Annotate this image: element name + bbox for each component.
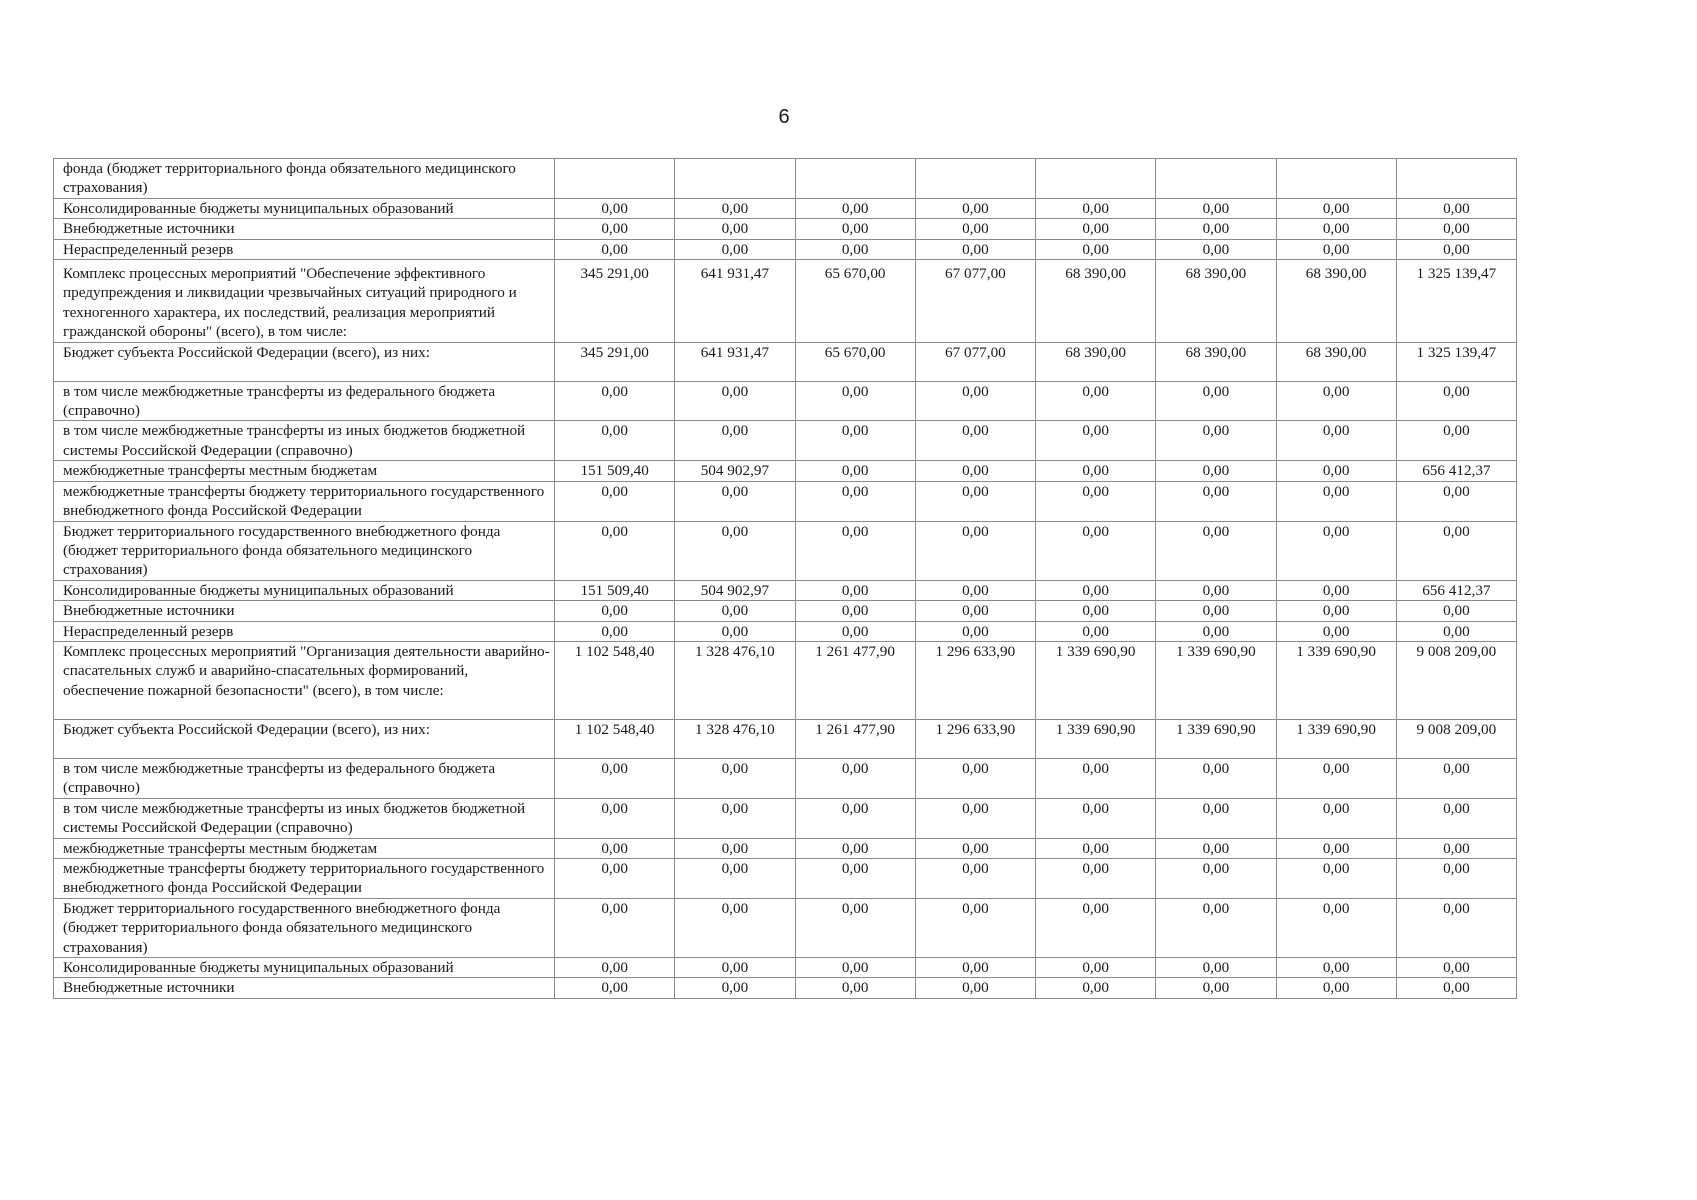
value-cell: 0,00 <box>675 219 795 239</box>
value-cell: 68 390,00 <box>1156 260 1276 343</box>
value-cell: 0,00 <box>675 858 795 898</box>
value-cell: 0,00 <box>1036 978 1156 998</box>
value-cell: 0,00 <box>795 580 915 600</box>
row-label: Внебюджетные источники <box>54 978 555 998</box>
value-cell: 0,00 <box>795 421 915 461</box>
value-cell: 0,00 <box>555 219 675 239</box>
value-cell: 0,00 <box>1036 421 1156 461</box>
value-cell: 0,00 <box>915 758 1035 798</box>
value-cell: 67 077,00 <box>915 260 1035 343</box>
value-cell: 0,00 <box>555 198 675 218</box>
value-cell: 0,00 <box>675 421 795 461</box>
value-cell: 67 077,00 <box>915 342 1035 381</box>
value-cell: 0,00 <box>795 621 915 641</box>
value-cell: 1 339 690,90 <box>1036 719 1156 758</box>
value-cell: 0,00 <box>675 239 795 259</box>
value-cell: 0,00 <box>1036 898 1156 957</box>
value-cell: 0,00 <box>1396 381 1516 421</box>
value-cell: 0,00 <box>1276 421 1396 461</box>
value-cell: 0,00 <box>675 621 795 641</box>
value-cell: 0,00 <box>1036 601 1156 621</box>
value-cell: 0,00 <box>915 898 1035 957</box>
table-row <box>54 580 1517 600</box>
value-cell: 0,00 <box>1036 621 1156 641</box>
table-row <box>54 621 1517 641</box>
value-cell: 0,00 <box>1276 898 1396 957</box>
value-cell: 0,00 <box>1396 239 1516 259</box>
value-cell: 0,00 <box>795 521 915 580</box>
value-cell: 1 325 139,47 <box>1396 260 1516 343</box>
value-cell: 0,00 <box>1396 219 1516 239</box>
row-label: в том числе межбюджетные трансферты из иных бюджетов бюджетной системы Российской Федерации (справочно) <box>54 421 555 461</box>
value-cell: 656 412,37 <box>1396 580 1516 600</box>
value-cell: 0,00 <box>675 198 795 218</box>
table-row <box>54 239 1517 259</box>
table-row <box>54 978 1517 998</box>
value-cell: 0,00 <box>555 978 675 998</box>
value-cell: 0,00 <box>795 381 915 421</box>
value-cell: 0,00 <box>915 978 1035 998</box>
value-cell: 1 339 690,90 <box>1036 641 1156 719</box>
value-cell: 0,00 <box>1396 898 1516 957</box>
value-cell <box>1396 159 1516 199</box>
value-cell: 0,00 <box>795 858 915 898</box>
value-cell: 0,00 <box>1036 381 1156 421</box>
value-cell: 0,00 <box>1156 461 1276 481</box>
value-cell: 0,00 <box>1396 858 1516 898</box>
value-cell: 0,00 <box>1156 381 1276 421</box>
value-cell: 0,00 <box>675 758 795 798</box>
value-cell: 0,00 <box>555 898 675 957</box>
value-cell: 1 325 139,47 <box>1396 342 1516 381</box>
row-label: Бюджет субъекта Российской Федерации (всего), из них: <box>54 719 555 758</box>
page-number: 6 <box>778 106 790 128</box>
value-cell <box>915 159 1035 199</box>
value-cell: 0,00 <box>1276 481 1396 521</box>
value-cell: 504 902,97 <box>675 461 795 481</box>
value-cell: 0,00 <box>915 198 1035 218</box>
row-label: Бюджет субъекта Российской Федерации (всего), из них: <box>54 342 555 381</box>
row-label: межбюджетные трансферты местным бюджетам <box>54 461 555 481</box>
row-label: Консолидированные бюджеты муниципальных образований <box>54 198 555 218</box>
value-cell: 1 296 633,90 <box>915 719 1035 758</box>
value-cell: 0,00 <box>1156 580 1276 600</box>
row-label: Нераспределенный резерв <box>54 239 555 259</box>
row-label: в том числе межбюджетные трансферты из федерального бюджета (справочно) <box>54 381 555 421</box>
value-cell: 0,00 <box>555 858 675 898</box>
table-row <box>54 260 1517 343</box>
value-cell: 68 390,00 <box>1036 342 1156 381</box>
value-cell: 1 339 690,90 <box>1156 641 1276 719</box>
value-cell: 0,00 <box>675 521 795 580</box>
value-cell: 0,00 <box>675 978 795 998</box>
value-cell: 0,00 <box>1396 621 1516 641</box>
row-label: Консолидированные бюджеты муниципальных образований <box>54 958 555 978</box>
table-row <box>54 641 1517 719</box>
value-cell: 0,00 <box>1396 978 1516 998</box>
value-cell: 0,00 <box>1156 798 1276 838</box>
row-label: Внебюджетные источники <box>54 219 555 239</box>
value-cell: 0,00 <box>915 219 1035 239</box>
row-label: межбюджетные трансферты бюджету территориального государственного внебюджетного фонда Российской Федерации <box>54 858 555 898</box>
value-cell: 0,00 <box>1276 978 1396 998</box>
value-cell: 0,00 <box>1396 481 1516 521</box>
value-cell: 0,00 <box>675 898 795 957</box>
value-cell: 0,00 <box>1156 898 1276 957</box>
value-cell: 0,00 <box>795 838 915 858</box>
table-row <box>54 719 1517 758</box>
value-cell: 0,00 <box>1156 219 1276 239</box>
value-cell: 0,00 <box>1036 580 1156 600</box>
row-label: Внебюджетные источники <box>54 601 555 621</box>
value-cell: 656 412,37 <box>1396 461 1516 481</box>
value-cell: 0,00 <box>1036 858 1156 898</box>
value-cell: 0,00 <box>555 838 675 858</box>
value-cell: 0,00 <box>1156 978 1276 998</box>
value-cell: 0,00 <box>1396 838 1516 858</box>
row-label: фонда (бюджет территориального фонда обязательного медицинского страхования) <box>54 159 555 199</box>
row-label: Бюджет территориального государственного внебюджетного фонда (бюджет территориального фонда обязательного медицинского страхования) <box>54 521 555 580</box>
value-cell: 0,00 <box>795 481 915 521</box>
value-cell: 0,00 <box>1036 838 1156 858</box>
value-cell: 0,00 <box>1156 621 1276 641</box>
value-cell: 0,00 <box>555 421 675 461</box>
value-cell: 1 296 633,90 <box>915 641 1035 719</box>
value-cell: 0,00 <box>1276 219 1396 239</box>
table-row <box>54 461 1517 481</box>
value-cell: 0,00 <box>1276 958 1396 978</box>
value-cell: 0,00 <box>1276 621 1396 641</box>
value-cell: 0,00 <box>1036 219 1156 239</box>
table-row <box>54 481 1517 521</box>
value-cell: 65 670,00 <box>795 342 915 381</box>
value-cell: 0,00 <box>1036 521 1156 580</box>
budget-table <box>53 158 1517 999</box>
value-cell: 0,00 <box>555 239 675 259</box>
value-cell: 0,00 <box>1396 958 1516 978</box>
value-cell: 0,00 <box>915 798 1035 838</box>
value-cell <box>795 159 915 199</box>
value-cell: 0,00 <box>1396 798 1516 838</box>
value-cell: 0,00 <box>915 601 1035 621</box>
value-cell: 0,00 <box>1156 838 1276 858</box>
value-cell: 0,00 <box>1036 198 1156 218</box>
value-cell: 0,00 <box>1036 481 1156 521</box>
value-cell: 0,00 <box>1276 838 1396 858</box>
value-cell: 504 902,97 <box>675 580 795 600</box>
value-cell: 0,00 <box>1396 758 1516 798</box>
value-cell: 151 509,40 <box>555 580 675 600</box>
value-cell: 0,00 <box>555 958 675 978</box>
value-cell: 0,00 <box>1036 758 1156 798</box>
value-cell: 0,00 <box>1396 601 1516 621</box>
value-cell: 0,00 <box>795 798 915 838</box>
value-cell: 0,00 <box>555 381 675 421</box>
value-cell: 0,00 <box>1276 758 1396 798</box>
value-cell: 65 670,00 <box>795 260 915 343</box>
row-label: в том числе межбюджетные трансферты из федерального бюджета (справочно) <box>54 758 555 798</box>
row-label: межбюджетные трансферты местным бюджетам <box>54 838 555 858</box>
value-cell: 1 328 476,10 <box>675 719 795 758</box>
value-cell: 345 291,00 <box>555 342 675 381</box>
value-cell: 0,00 <box>1036 798 1156 838</box>
value-cell: 0,00 <box>555 481 675 521</box>
value-cell: 0,00 <box>675 958 795 978</box>
value-cell: 0,00 <box>1276 601 1396 621</box>
table-row <box>54 898 1517 957</box>
table-row <box>54 758 1517 798</box>
value-cell: 0,00 <box>1276 580 1396 600</box>
table-row <box>54 798 1517 838</box>
value-cell: 0,00 <box>1036 239 1156 259</box>
table-row <box>54 958 1517 978</box>
value-cell: 0,00 <box>915 858 1035 898</box>
value-cell: 151 509,40 <box>555 461 675 481</box>
value-cell: 0,00 <box>915 481 1035 521</box>
table-row <box>54 198 1517 218</box>
value-cell: 0,00 <box>795 958 915 978</box>
table-row <box>54 858 1517 898</box>
value-cell: 0,00 <box>1396 421 1516 461</box>
value-cell: 0,00 <box>1276 381 1396 421</box>
value-cell <box>1156 159 1276 199</box>
value-cell: 1 102 548,40 <box>555 719 675 758</box>
value-cell: 0,00 <box>915 421 1035 461</box>
value-cell: 68 390,00 <box>1036 260 1156 343</box>
value-cell: 0,00 <box>675 838 795 858</box>
value-cell: 0,00 <box>915 580 1035 600</box>
value-cell: 0,00 <box>1156 421 1276 461</box>
value-cell: 0,00 <box>795 239 915 259</box>
value-cell: 0,00 <box>555 621 675 641</box>
value-cell: 0,00 <box>795 978 915 998</box>
value-cell: 0,00 <box>915 838 1035 858</box>
value-cell: 68 390,00 <box>1156 342 1276 381</box>
table-row <box>54 219 1517 239</box>
value-cell: 0,00 <box>795 461 915 481</box>
value-cell: 641 931,47 <box>675 260 795 343</box>
value-cell: 0,00 <box>1276 521 1396 580</box>
value-cell <box>1036 159 1156 199</box>
value-cell: 9 008 209,00 <box>1396 641 1516 719</box>
value-cell: 1 339 690,90 <box>1276 719 1396 758</box>
row-label: Нераспределенный резерв <box>54 621 555 641</box>
value-cell: 0,00 <box>915 521 1035 580</box>
row-label: в том числе межбюджетные трансферты из иных бюджетов бюджетной системы Российской Федерации (справочно) <box>54 798 555 838</box>
value-cell: 0,00 <box>795 601 915 621</box>
row-label: Комплекс процессных мероприятий "Организация деятельности аварийно-спасательных служб и аварийно-спасательных формирований, обеспечение пожарной безопасности" (всего), в том числе: <box>54 641 555 719</box>
value-cell: 0,00 <box>795 198 915 218</box>
value-cell: 0,00 <box>1156 858 1276 898</box>
value-cell: 0,00 <box>1396 521 1516 580</box>
value-cell: 345 291,00 <box>555 260 675 343</box>
value-cell: 9 008 209,00 <box>1396 719 1516 758</box>
value-cell: 0,00 <box>1156 958 1276 978</box>
value-cell: 0,00 <box>1276 239 1396 259</box>
value-cell: 0,00 <box>675 481 795 521</box>
value-cell: 0,00 <box>1276 798 1396 838</box>
value-cell: 0,00 <box>675 381 795 421</box>
value-cell <box>1276 159 1396 199</box>
table-row <box>54 421 1517 461</box>
row-label: Комплекс процессных мероприятий "Обеспечение эффективного предупреждения и ликвидации чрезвычайных ситуаций природного и техногенного характера, их последствий, реализация мероприятий гражданской обороны" (всего), в том числе: <box>54 260 555 343</box>
value-cell: 0,00 <box>795 898 915 957</box>
value-cell: 1 328 476,10 <box>675 641 795 719</box>
value-cell: 68 390,00 <box>1276 260 1396 343</box>
value-cell: 0,00 <box>675 798 795 838</box>
budget-table-body <box>54 159 1517 999</box>
value-cell: 0,00 <box>1156 481 1276 521</box>
value-cell: 0,00 <box>1156 601 1276 621</box>
row-label: Бюджет территориального государственного внебюджетного фонда (бюджет территориального фонда обязательного медицинского страхования) <box>54 898 555 957</box>
value-cell: 0,00 <box>915 239 1035 259</box>
value-cell: 0,00 <box>915 381 1035 421</box>
value-cell: 0,00 <box>555 601 675 621</box>
value-cell: 0,00 <box>1276 198 1396 218</box>
value-cell: 1 261 477,90 <box>795 719 915 758</box>
table-row <box>54 159 1517 199</box>
value-cell: 0,00 <box>1396 198 1516 218</box>
value-cell: 1 339 690,90 <box>1156 719 1276 758</box>
value-cell: 0,00 <box>915 461 1035 481</box>
value-cell: 0,00 <box>795 219 915 239</box>
value-cell: 0,00 <box>915 621 1035 641</box>
value-cell: 0,00 <box>1276 461 1396 481</box>
table-row <box>54 838 1517 858</box>
value-cell: 0,00 <box>555 758 675 798</box>
value-cell: 641 931,47 <box>675 342 795 381</box>
value-cell: 0,00 <box>1156 239 1276 259</box>
value-cell: 0,00 <box>1156 521 1276 580</box>
value-cell: 0,00 <box>555 798 675 838</box>
value-cell <box>555 159 675 199</box>
value-cell: 0,00 <box>675 601 795 621</box>
value-cell: 0,00 <box>555 521 675 580</box>
row-label: Консолидированные бюджеты муниципальных образований <box>54 580 555 600</box>
value-cell <box>675 159 795 199</box>
value-cell: 0,00 <box>1156 198 1276 218</box>
value-cell: 0,00 <box>1036 461 1156 481</box>
row-label: межбюджетные трансферты бюджету территориального государственного внебюджетного фонда Российской Федерации <box>54 481 555 521</box>
value-cell: 1 102 548,40 <box>555 641 675 719</box>
value-cell: 68 390,00 <box>1276 342 1396 381</box>
value-cell: 0,00 <box>795 758 915 798</box>
value-cell: 1 261 477,90 <box>795 641 915 719</box>
table-row <box>54 342 1517 381</box>
value-cell: 0,00 <box>1156 758 1276 798</box>
table-row <box>54 381 1517 421</box>
value-cell: 1 339 690,90 <box>1276 641 1396 719</box>
value-cell: 0,00 <box>1276 858 1396 898</box>
table-row <box>54 601 1517 621</box>
table-row <box>54 521 1517 580</box>
value-cell: 0,00 <box>1036 958 1156 978</box>
value-cell: 0,00 <box>915 958 1035 978</box>
